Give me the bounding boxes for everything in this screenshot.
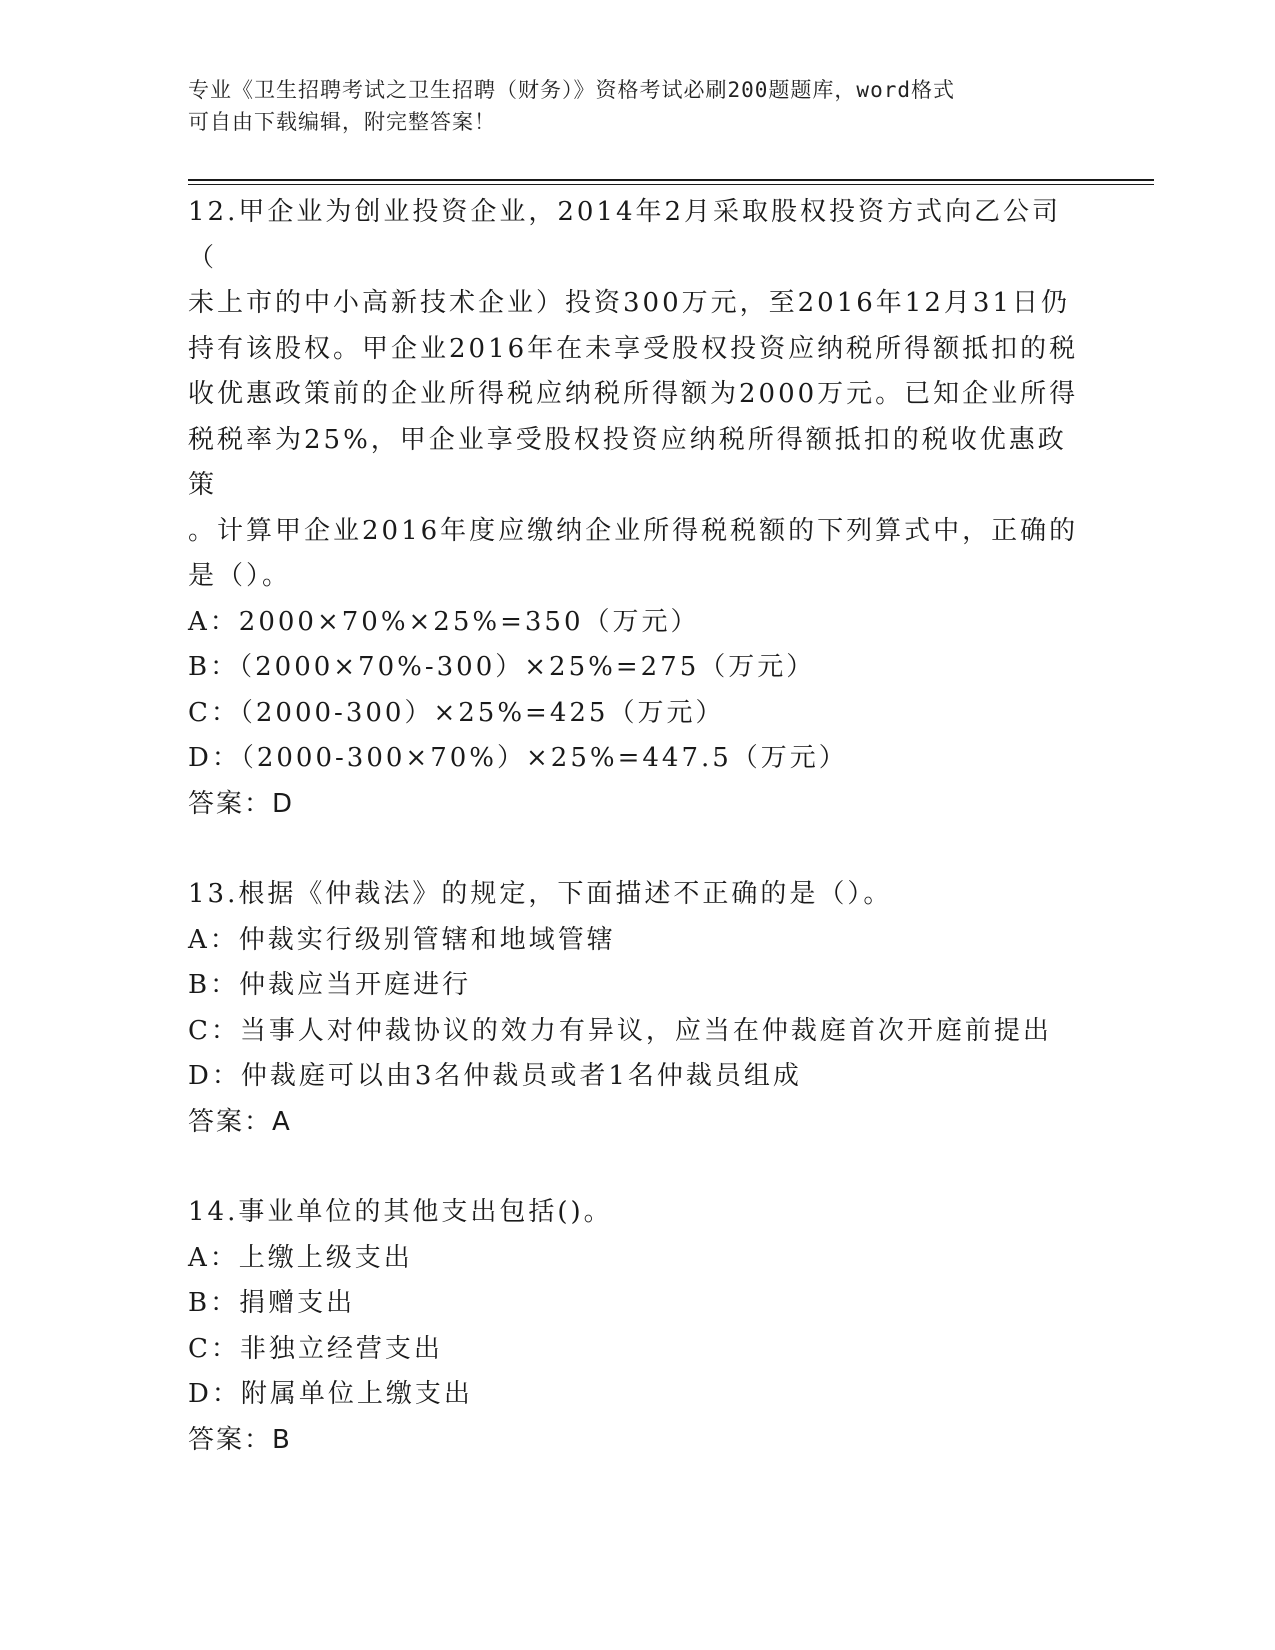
option-a: A：仲裁实行级别管辖和地域管辖 xyxy=(188,924,616,955)
question-13 xyxy=(188,872,1088,1145)
answer-label: 答案：A xyxy=(188,1106,292,1137)
option-d: D：仲裁庭可以由3名仲裁员或者1名仲裁员组成 xyxy=(188,1061,802,1091)
header-line-1: 专业《卫生招聘考试之卫生招聘（财务）》资格考试必刷200题题库，word格式 xyxy=(188,78,955,102)
question-12 xyxy=(188,190,1088,827)
question-stem-line: 未上市的中小高新技术企业）投资300万元，至2016年12月31日仍 xyxy=(188,288,1070,318)
option-c: C：当事人对仲裁协议的效力有异议，应当在仲裁庭首次开庭前提出 xyxy=(188,1015,1052,1046)
question-14 xyxy=(188,1190,1088,1463)
question-stem-line: 。计算甲企业2016年度应缴纳企业所得税税额的下列算式中，正确的 xyxy=(188,515,1079,546)
option-a: A：上缴上级支出 xyxy=(188,1242,413,1273)
header-divider-thin xyxy=(188,184,1154,185)
answer-label: 答案：D xyxy=(188,788,295,819)
option-a: A：2000×70%×25%=350（万元） xyxy=(188,606,700,637)
option-b: B：仲裁应当开庭进行 xyxy=(188,970,472,1000)
question-stem-line: 收优惠政策前的企业所得税应纳税所得额为2000万元。已知企业所得 xyxy=(188,379,1079,409)
option-c: C：（2000-300）×25%=425（万元） xyxy=(188,697,725,728)
question-stem-line: 持有该股权。甲企业2016年在未享受股权投资应纳税所得额抵扣的税 xyxy=(188,333,1079,364)
question-stem-line: 14.事业单位的其他支出包括()。 xyxy=(188,1197,613,1227)
option-d: D：附属单位上缴支出 xyxy=(188,1379,473,1409)
question-stem-line: 是（）。 xyxy=(188,561,292,591)
question-stem-line: 12.甲企业为创业投资企业，2014年2月采取股权投资方式向乙公司（ xyxy=(188,197,1062,273)
question-spacer xyxy=(188,1145,1088,1190)
option-d: D：（2000-300×70%）×25%=447.5（万元） xyxy=(188,743,848,773)
document-header xyxy=(188,74,1068,138)
question-stem-line: 13.根据《仲裁法》的规定，下面描述不正确的是（）。 xyxy=(188,879,893,909)
question-list xyxy=(188,190,1088,1463)
option-c: C：非独立经营支出 xyxy=(188,1333,443,1364)
header-divider-thick xyxy=(188,179,1154,181)
header-line-2: 可自由下载编辑，附完整答案！ xyxy=(188,110,496,134)
question-stem-line: 税税率为25%，甲企业享受股权投资应纳税所得额抵扣的税收优惠政策 xyxy=(188,424,1067,500)
answer-label: 答案：B xyxy=(188,1424,292,1455)
question-spacer xyxy=(188,827,1088,872)
option-b: B：（2000×70%-300）×25%=275（万元） xyxy=(188,652,816,682)
option-b: B：捐赠支出 xyxy=(188,1288,356,1318)
